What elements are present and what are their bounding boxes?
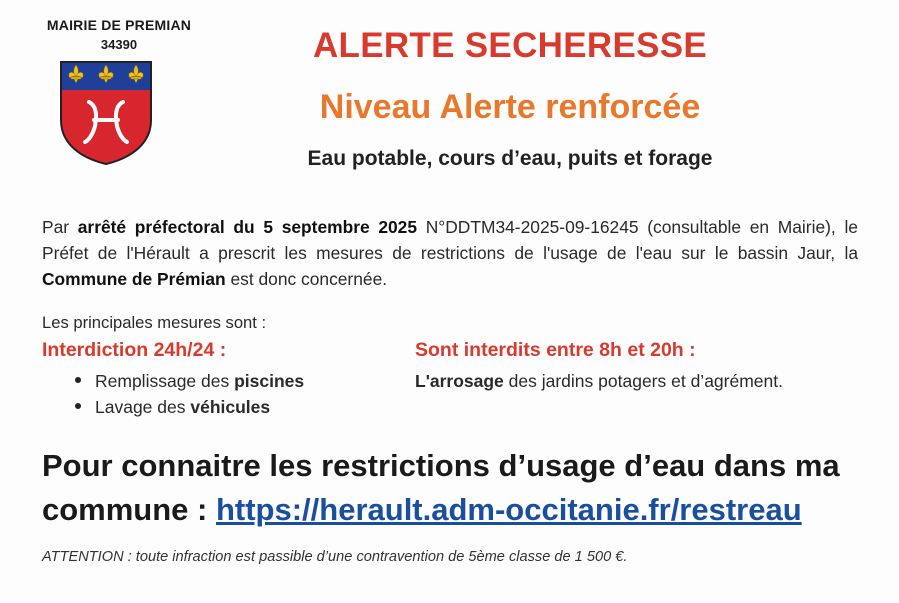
- list-item-bold: véhicules: [190, 397, 271, 417]
- decree-paragraph: [42, 214, 858, 292]
- penalty-warning: ATTENTION : toute infraction est passible d’une contravention de 5ème classe de 1 500 €.: [42, 549, 628, 565]
- list-item-text: Lavage des: [95, 397, 191, 417]
- commune-name: Commune de Prémian: [42, 269, 226, 289]
- para-text-2: N°DDTM34-2025-09-16245 (consultable en Mairie), le Préfet de l'Hérault a prescrit les mesures de restrictions de l'usage de l'eau sur le bassin Jaur, la: [42, 217, 858, 263]
- restreau-link[interactable]: https://herault.adm-occitanie.fr/restreau: [215, 492, 802, 527]
- alert-scope: Eau potable, cours d’eau, puits et forage: [307, 147, 713, 170]
- alert-title: ALERTE SECHERESSE: [312, 26, 708, 65]
- list-item: [75, 368, 304, 394]
- ban-24h-list: [75, 368, 304, 420]
- watering-text: des jardins potagers et d’agrément.: [503, 371, 783, 391]
- para-text-1: Par: [42, 217, 78, 237]
- municipal-crest-logo: [59, 60, 153, 166]
- para-text-3: est donc concernée.: [225, 269, 388, 289]
- daytime-ban-text: [415, 368, 783, 394]
- restrictions-info: [42, 444, 872, 532]
- daytime-ban-heading: Sont interdits entre 8h et 20h :: [415, 339, 696, 361]
- list-item-text: Remplissage des: [95, 371, 235, 391]
- ban-24h-heading: Interdiction 24h/24 :: [42, 339, 227, 361]
- alert-level: Niveau Alerte renforcée: [319, 88, 701, 126]
- measures-intro: Les principales mesures sont :: [42, 313, 267, 332]
- restrictions-info-text: Pour connaitre les restrictions d’usage d’eau dans ma commune :: [42, 448, 840, 527]
- decree-reference: arrêté préfectoral du 5 septembre 2025: [77, 217, 418, 237]
- bullet-icon: [75, 377, 81, 383]
- watering-bold: L'arrosage: [415, 371, 504, 391]
- mairie-name: MAIRIE DE PREMIAN: [46, 17, 192, 33]
- list-item-bold: piscines: [234, 371, 305, 391]
- bullet-icon: [75, 403, 81, 409]
- list-item: [75, 394, 304, 420]
- postal-code: 34390: [100, 37, 138, 52]
